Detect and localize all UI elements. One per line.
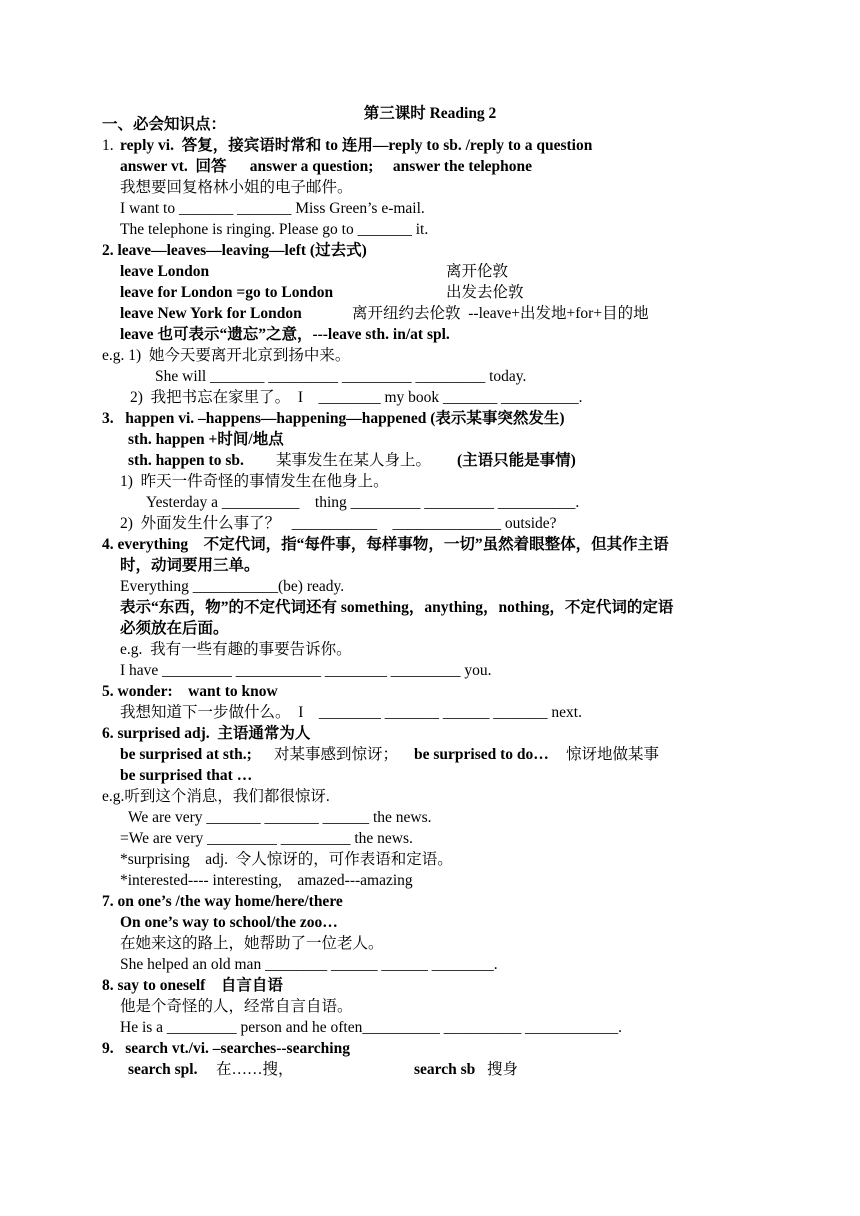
text-line: 1) 昨天一件奇怪的事情发生在他身上。 [120, 473, 389, 490]
text-line: e.g. 我有一些有趣的事要告诉你。 [120, 641, 352, 658]
text-line: She helped an old man ________ ______ ______ ________. [120, 956, 498, 973]
text-line: 3. happen vi. –happens—happening—happened (表示某事突然发生) [102, 410, 565, 427]
text-line: 他是个奇怪的人，经常自言自语。 [120, 998, 353, 1015]
text-line: sth. happen +时间/地点 [128, 431, 284, 448]
text-line: He is a _________ person and he often__________ __________ ____________. [120, 1019, 622, 1036]
text-line: 搜身 [487, 1061, 519, 1078]
text-line: I want to _______ _______ Miss Green’s e-mail. [120, 200, 425, 217]
text-line: The telephone is ringing. Please go to _______ it. [120, 221, 429, 238]
text-line: 在……搜， [216, 1061, 294, 1078]
text-line: 2. leave—leaves—leaving—left (过去式) [102, 242, 367, 259]
text-line: leave 也可表示“遗忘”之意，---leave sth. in/at spl. [120, 326, 450, 343]
text-line: 7. on one’s /the way home/here/there [102, 893, 343, 910]
text-line: 出发去伦敦 [446, 284, 524, 301]
text-line: leave London [120, 263, 210, 280]
text-line: On one’s way to school/the zoo… [120, 914, 338, 931]
text-line: Yesterday a __________ thing _________ _________ __________. [146, 494, 580, 511]
text-line: be surprised that … [120, 767, 253, 784]
page-title: 第三课时 Reading 2 [363, 105, 497, 122]
text-line: e.g.听到这个消息，我们都很惊讶. [102, 788, 330, 805]
text-line: 必须放在后面。 [120, 620, 229, 637]
text-line: 8. say to oneself 自言自语 [102, 977, 283, 994]
text-line: 我想要回复格林小姐的电子邮件。 [120, 179, 353, 196]
text-line: 某事发生在某人身上。 [276, 452, 432, 469]
text-line: 2) 外面发生什么事了？ ___________ ______________ outside? [120, 515, 557, 532]
text-line: She will _______ _________ _________ _________ today. [155, 368, 527, 385]
text-line: Everything ___________(be) ready. [120, 578, 345, 595]
text-line: 我想知道下一步做什么。 I ________ _______ ______ _______ next. [120, 704, 582, 721]
text-line: 4. everything 不定代词，指“每件事，每样事物，一切”虽然着眼整体，但其作主语 [102, 536, 669, 553]
text-line: 6. surprised adj. 主语通常为人 [102, 725, 311, 742]
text-line: search spl. [128, 1061, 198, 1078]
text-line: We are very _______ _______ ______ the news. [128, 809, 432, 826]
text-line: be surprised to do… [414, 746, 549, 763]
text-line: 表示“东西，物”的不定代词还有 something，anything，nothing，不定代词的定语 [120, 599, 674, 616]
text-line: =We are very _________ _________ the news. [120, 830, 413, 847]
text-line: be surprised at sth.; [120, 746, 252, 763]
text-line: 2) 我把书忘在家里了。 I ________ my book _______ __________. [130, 389, 583, 406]
text-line: I have _________ ___________ ________ _________ you. [120, 662, 492, 679]
text-line: leave New York for London [120, 305, 302, 322]
text-line: e.g. 1) 她今天要离开北京到扬中来。 [102, 347, 351, 364]
text-line: leave for London =go to London [120, 284, 334, 301]
text-line: 1. [102, 137, 118, 154]
text-line: answer vt. 回答 answer a question; answer the telephone [120, 158, 533, 175]
text-line: *interested---- interesting, amazed---amazing [120, 872, 413, 889]
text-line: (主语只能是事情) [457, 452, 576, 469]
text-line: 离开纽约去伦敦 --leave+出发地+for+目的地 [352, 305, 649, 322]
text-line: *surprising adj. 令人惊讶的，可作表语和定语。 [120, 851, 453, 868]
text-line: reply vi. 答复，接宾语时常和 to 连用—reply to sb. /reply to a question [120, 137, 593, 154]
text-line: 惊讶地做某事 [566, 746, 660, 763]
text-line: 5. wonder: want to know [102, 683, 278, 700]
text-line: sth. happen to sb. [128, 452, 260, 469]
text-line: 在她来这的路上，她帮助了一位老人。 [120, 935, 384, 952]
text-line: 对某事感到惊讶； [274, 746, 399, 763]
text-line: 离开伦敦 [446, 263, 509, 280]
text-line: 9. search vt./vi. –searches--searching [102, 1040, 350, 1057]
text-line: 一、必会知识点： [102, 116, 227, 133]
text-line: 时，动词要用三单。 [120, 557, 260, 574]
text-line: search sb [414, 1061, 476, 1078]
